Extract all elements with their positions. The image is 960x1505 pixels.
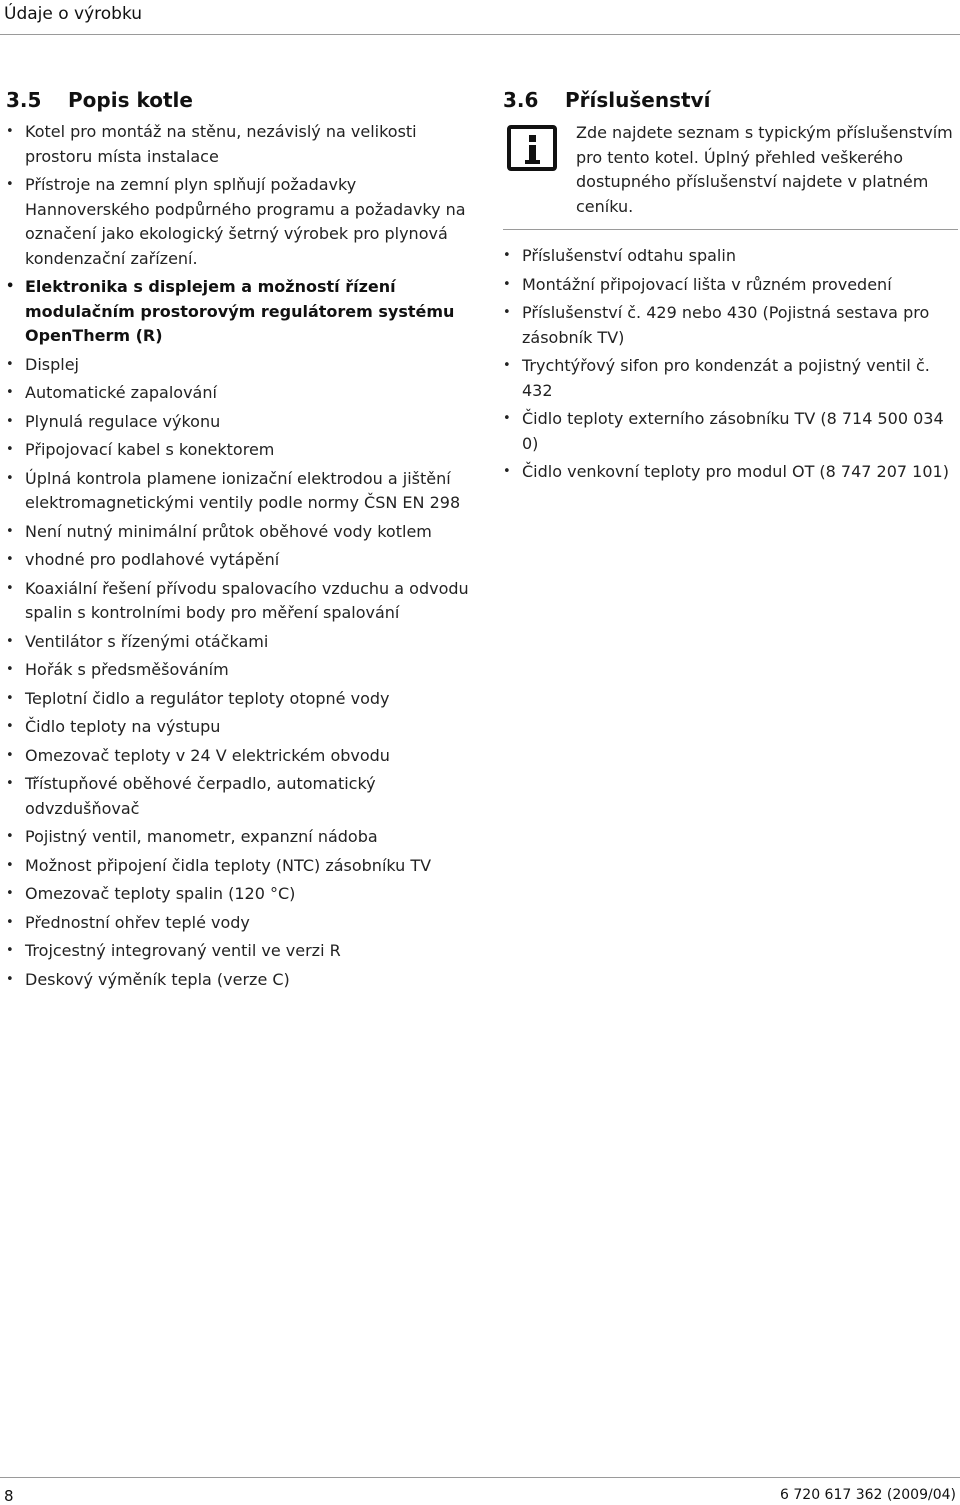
section-accessories [503, 88, 958, 489]
list-item: • Koaxiální řešení přívodu spalovacího vzduchu a odvodu spalin s kontrolními body pro měření spalování [6, 577, 470, 626]
document-code: 6 720 617 362 (2009/04) [780, 1487, 956, 1503]
list-item: • Přístroje na zemní plyn splňují požadavky Hannoverského podpůrného programu a požadavky na označení jako ekologický šetrný výrobek pro plynová kondenzační zařízení. [6, 173, 470, 271]
list-item: • Trychtýřový sifon pro kondenzát a pojistný ventil č. 432 [503, 354, 958, 403]
list-item: • Hořák s předsměšováním [6, 658, 470, 683]
list-item: • Elektronika s displejem a možností řízení modulačním prostorovým regulátorem systému OpenTherm (R) [6, 275, 470, 349]
section-heading [6, 88, 470, 114]
list-item: • vhodné pro podlahové vytápění [6, 548, 470, 573]
list-item: • Čidlo teploty externího zásobníku TV (8 714 500 034 0) [503, 407, 958, 456]
footer-divider [0, 1477, 960, 1478]
page-number: 8 [4, 1487, 14, 1505]
list-item: • Příslušenství odtahu spalin [503, 244, 958, 269]
page-header-title: Údaje o výrobku [4, 4, 143, 24]
info-note [503, 121, 958, 230]
list-item: • Displej [6, 353, 470, 378]
list-item: • Příslušenství č. 429 nebo 430 (Pojistná sestava pro zásobník TV) [503, 301, 958, 350]
list-item: • Pojistný ventil, manometr, expanzní nádoba [6, 825, 470, 850]
section-title: Příslušenství [565, 88, 711, 112]
section-kotel-description [6, 88, 470, 996]
list-item: • Není nutný minimální průtok oběhové vody kotlem [6, 520, 470, 545]
list-item: • Montážní připojovací lišta v různém provedení [503, 273, 958, 298]
list-item: • Úplná kontrola plamene ionizační elektrodou a jištění elektromagnetickými ventily podle normy ČSN EN 298 [6, 467, 470, 516]
list-item: • Deskový výměník tepla (verze C) [6, 968, 470, 993]
list-item: • Teplotní čidlo a regulátor teploty otopné vody [6, 687, 470, 712]
section-number: 3.6 [503, 88, 539, 112]
list-item: • Omezovač teploty v 24 V elektrickém obvodu [6, 744, 470, 769]
list-item: • Kotel pro montáž na stěnu, nezávislý na velikosti prostoru místa instalace [6, 120, 470, 169]
info-icon [507, 125, 557, 171]
list-item: • Možnost připojení čidla teploty (NTC) zásobníku TV [6, 854, 470, 879]
list-item: • Čidlo venkovní teploty pro modul OT (8 747 207 101) [503, 460, 958, 485]
list-item: • Připojovací kabel s konektorem [6, 438, 470, 463]
list-item: • Automatické zapalování [6, 381, 470, 406]
list-item: • Třístupňové oběhové čerpadlo, automatický odvzdušňovač [6, 772, 470, 821]
list-item: • Plynulá regulace výkonu [6, 410, 470, 435]
list-item: • Ventilátor s řízenými otáčkami [6, 630, 470, 655]
accessory-list [503, 244, 958, 485]
list-item: • Čidlo teploty na výstupu [6, 715, 470, 740]
feature-list [6, 120, 470, 992]
info-note-text: Zde najdete seznam s typickým příslušenstvím pro tento kotel. Úplný přehled veškerého dostupného příslušenství najdete v platném ceníku. [576, 123, 953, 216]
section-heading [503, 88, 958, 114]
list-item: • Omezovač teploty spalin (120 °C) [6, 882, 470, 907]
list-item: • Trojcestný integrovaný ventil ve verzi R [6, 939, 470, 964]
section-title: Popis kotle [68, 88, 193, 112]
section-number: 3.5 [6, 88, 42, 112]
header-divider [0, 34, 960, 35]
list-item: • Přednostní ohřev teplé vody [6, 911, 470, 936]
